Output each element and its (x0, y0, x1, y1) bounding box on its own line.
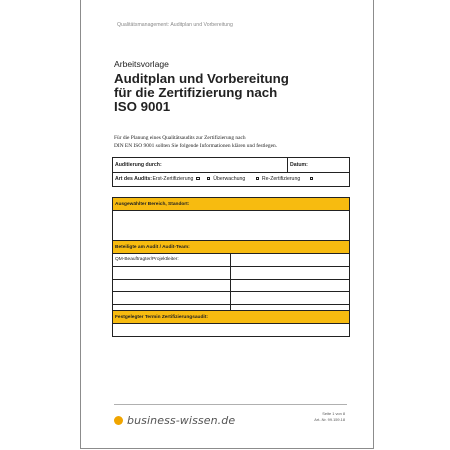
date-field[interactable] (288, 158, 350, 173)
audit-plan-table (112, 197, 350, 337)
title-line-2: für die Zertifizierung nach (114, 85, 278, 100)
section-date: Festgelegter Termin Zertifizierungsaudit: (113, 311, 350, 324)
page-number: Seite 1 von 8 (322, 411, 345, 416)
team-cell[interactable] (231, 266, 350, 279)
document-page (80, 0, 374, 449)
team-cell[interactable] (113, 292, 231, 305)
document-title (114, 72, 364, 114)
logo-dot-icon (114, 416, 123, 425)
team-cell[interactable] (231, 292, 350, 305)
checkbox-icon[interactable] (310, 177, 313, 180)
date-label: Datum: (290, 161, 308, 168)
audit-type-row (113, 172, 350, 187)
audit-type-label: Art des Audits: (115, 176, 152, 183)
intro-line-1: Für die Planung eines Qualitätsaudits zur Zertifizierung nach (114, 135, 246, 141)
team-cell[interactable] (231, 279, 350, 292)
brand-name: business-wissen.de (127, 414, 236, 427)
team-cell[interactable] (231, 254, 350, 267)
section-area: Ausgewählter Bereich, Standort: (113, 198, 350, 211)
audit-by-label: Auditierung durch: (115, 161, 162, 168)
intro-text (114, 134, 277, 150)
checkbox-icon[interactable] (196, 177, 199, 180)
qm-field[interactable] (113, 254, 231, 267)
checkbox-icon[interactable] (256, 177, 259, 180)
option-re-zertifizierung[interactable] (256, 176, 314, 182)
title-line-1: Auditplan und Vorbereitung (114, 71, 289, 86)
date-input[interactable] (113, 324, 350, 337)
option-re-label: Re-Zertifizierung (261, 176, 301, 183)
running-header: Qualitätsmanagement: Auditplan und Vorbereitung (117, 22, 233, 28)
option-erst-label: Erst-Zertifizierung (152, 176, 194, 183)
audit-info-table (112, 157, 350, 187)
qm-label: QM-Beauftragter/Projektleiter: (115, 257, 179, 263)
option-ueberwachung[interactable] (207, 176, 245, 182)
brand-logo (114, 414, 235, 427)
title-line-3: ISO 9001 (114, 99, 171, 114)
team-cell[interactable] (113, 266, 231, 279)
footer-meta (314, 411, 345, 423)
checkbox-icon[interactable] (207, 177, 210, 180)
section-team: Beteiligte am Audit / Audit-Team: (113, 241, 350, 254)
article-number: Art.-Nr. 99.159.18 (314, 417, 345, 422)
footer-divider (114, 404, 347, 405)
intro-line-2: DIN EN ISO 9001 sollten Sie folgende Informationen klären und festlegen. (114, 143, 278, 150)
audit-by-field[interactable] (113, 158, 288, 173)
document-kicker: Arbeitsvorlage (114, 59, 169, 69)
area-input[interactable] (113, 211, 350, 241)
option-ueberwachung-label: Überwachung (213, 176, 246, 183)
option-erst-zertifizierung[interactable] (152, 176, 199, 182)
team-cell[interactable] (113, 279, 231, 292)
